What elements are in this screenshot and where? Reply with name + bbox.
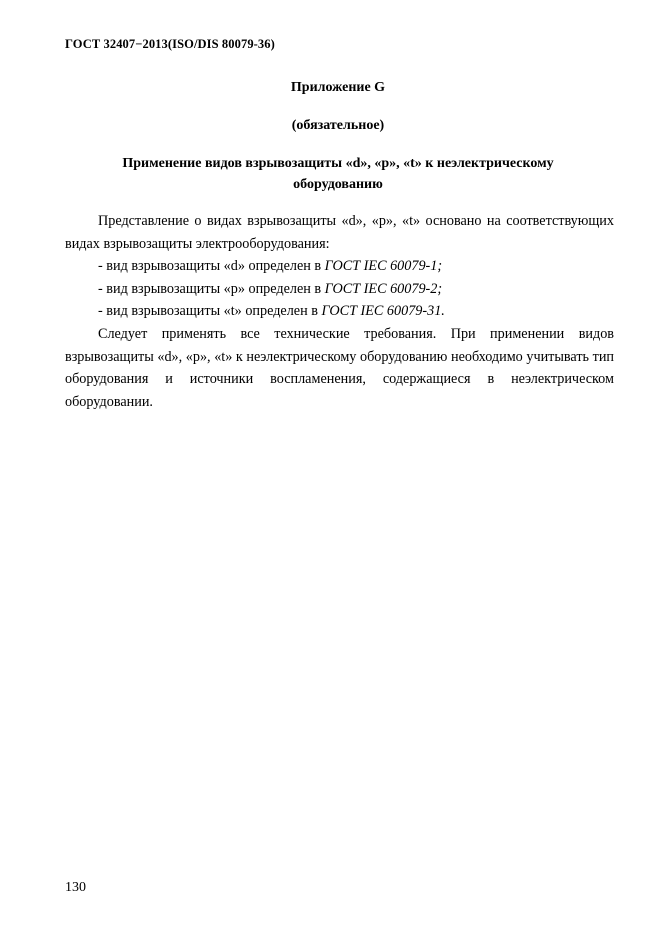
list-item-text: - вид взрывозащиты «d» определен в (98, 258, 325, 275)
list-item (65, 278, 614, 301)
closing-paragraph: Следует применять все технические требования. При применении видов взрывозащиты «d», «р», «t» к неэлектрическому оборудованию необходимо учитывать тип оборудования и источники воспламенения, содержащиеся в неэлектрическом оборудовании. (65, 325, 614, 410)
list-item-text: - вид взрывозащиты «р» определен в (98, 280, 325, 297)
annex-title-line-2: оборудованию (293, 177, 383, 192)
standard-reference: ГОСТ IEC 60079-1; (324, 258, 443, 275)
annex-status: (обязательное) (291, 118, 385, 133)
annex-title (65, 153, 611, 195)
annex-title-line-1: Применение видов взрывозащиты «d», «р», «t» к неэлектрическому (122, 156, 554, 171)
document-header: ГОСТ 32407−2013(ISO/DIS 80079-36) (65, 37, 275, 51)
standard-reference: ГОСТ IEC 60079-2; (324, 280, 443, 297)
list-item (65, 300, 614, 323)
intro-paragraph: Представление о видах взрывозащиты «d», «р», «t» основано на соответствующих видах взрывозащиты электрооборудования: (65, 213, 614, 252)
annex-label: Приложение G (290, 80, 386, 95)
standard-reference: ГОСТ IEC 60079-31. (321, 303, 445, 320)
list-item-text: - вид взрывозащиты «t» определен в (98, 303, 322, 320)
annex-body (65, 210, 614, 413)
page-number: 130 (65, 880, 86, 895)
list-item (65, 255, 614, 278)
